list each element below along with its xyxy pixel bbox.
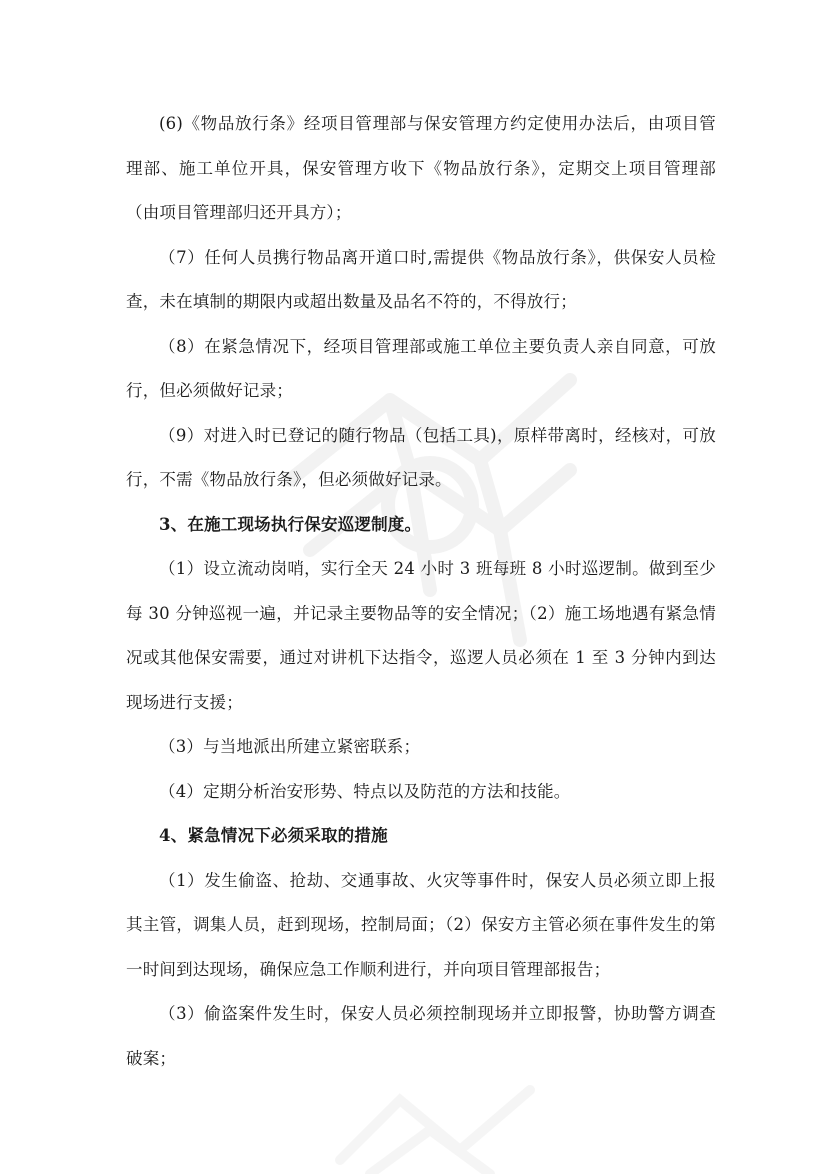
document-body (126, 102, 716, 1081)
paragraph-patrol-1-2: （1）设立流动岗哨，实行全天 24 小时 3 班每班 8 小时巡逻制。做到至少每 30 分钟巡视一遍，并记录主要物品等的安全情况；（2）施工场地遇有紧急情况或其他保安需要，通过对讲机下达指令，巡逻人员必须在 1 至 3 分钟内到达现场进行支援； (126, 559, 716, 712)
paragraph-item-8: （8）在紧急情况下，经项目管理部或施工单位主要负责人亲自同意，可放行，但必须做好记录； (126, 336, 716, 400)
paragraph-item-6: (6)《物品放行条》经项目管理部与保安管理方约定使用办法后，由项目管理部、施工单位开具，保安管理方收下《物品放行条》，定期交上项目管理部（由项目管理部归还开具方）； (126, 114, 716, 222)
paragraph-patrol-3: （3）与当地派出所建立紧密联系； (159, 737, 421, 756)
watermark-logo-partial (330, 1080, 550, 1174)
paragraph-emergency-3: （3）偷盗案件发生时，保安人员必须控制现场并立即报警，协助警方调查破案； (126, 1004, 716, 1068)
paragraph-emergency-1-2: （1）发生偷盗、抢劫、交通事故、火灾等事件时，保安人员必须立即上报其主管，调集人员，赶到现场，控制局面；（2）保安方主管必须在事件发生的第一时间到达现场，确保应急工作顺利进行，并向项目管理部报告； (126, 870, 716, 979)
paragraph-item-9: （9）对进入时已登记的随行物品（包括工具)，原样带离时，经核对，可放行，不需《物品放行条》，但必须做好记录。 (126, 425, 716, 489)
paragraph-item-7: （7）任何人员携行物品离开道口时,需提供《物品放行条》，供保安人员检查，未在填制的期限内或超出数量及品名不符的，不得放行； (126, 247, 716, 311)
section-heading-3: 3、在施工现场执行保安巡逻制度。 (159, 514, 422, 534)
paragraph-patrol-4: （4）定期分析治安形势、特点以及防范的方法和技能。 (159, 781, 571, 801)
section-heading-4: 4、紧急情况下必须采取的措施 (159, 826, 388, 845)
